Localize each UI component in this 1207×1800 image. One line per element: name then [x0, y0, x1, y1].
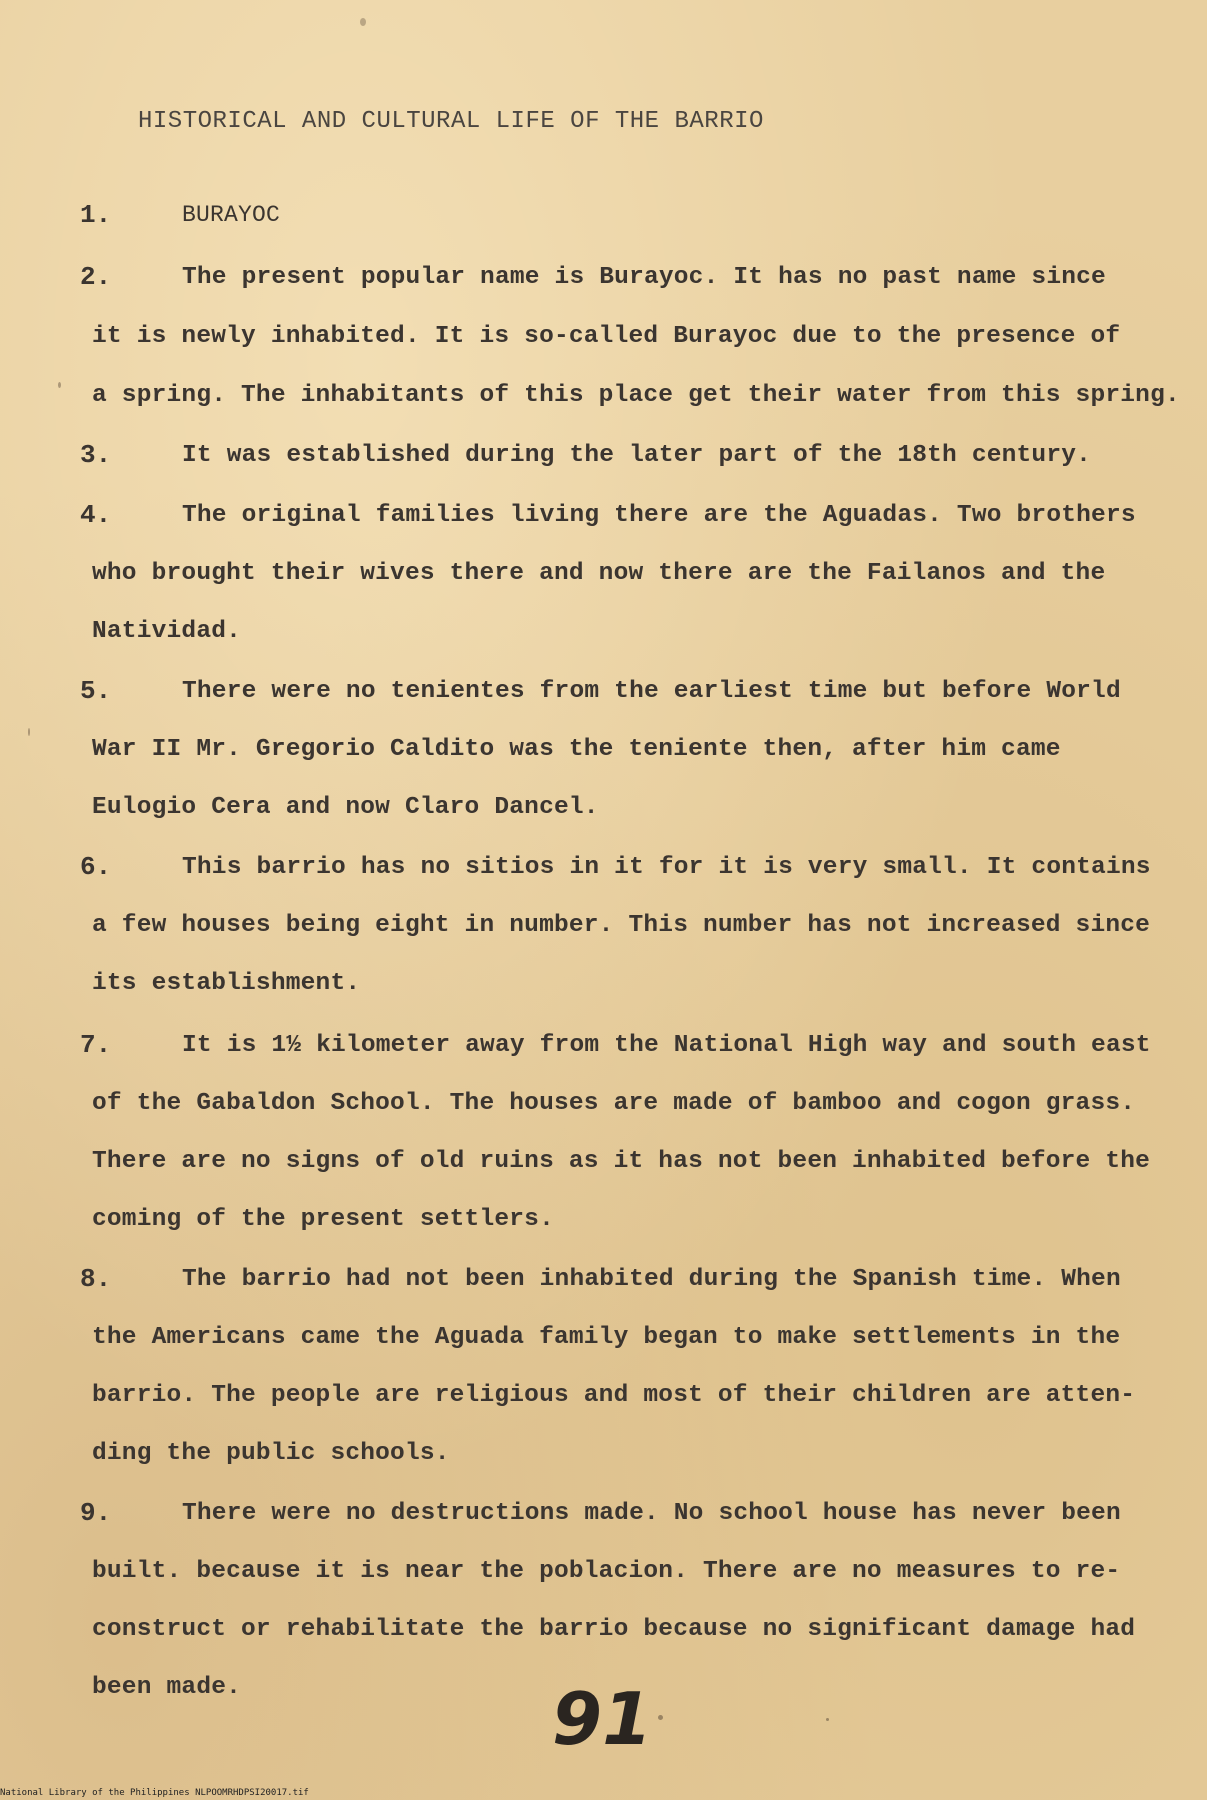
item-number: 1. [80, 200, 112, 230]
text-line: Eulogio Cera and now Claro Dancel. [92, 794, 599, 821]
text-line: the Americans came the Aguada family began to make settlements in the [92, 1324, 1121, 1351]
text-line: a spring. The inhabitants of this place get their water from this spring. [92, 382, 1180, 409]
text-line: been made. [92, 1674, 242, 1701]
text-line: The present popular name is Burayoc. It has no past name since [182, 264, 1106, 291]
paper-speck [28, 728, 30, 736]
text-line: who brought their wives there and now there are the Failanos and the [92, 560, 1106, 587]
text-line: It is 1½ kilometer away from the National High way and south east [182, 1032, 1151, 1059]
item-number: 5. [80, 676, 112, 706]
document-title: HISTORICAL AND CULTURAL LIFE OF THE BARRIO [138, 108, 764, 135]
text-line: its establishment. [92, 970, 361, 997]
text-line: Natividad. [92, 618, 242, 645]
item-number: 2. [80, 262, 112, 292]
item-number: 6. [80, 852, 112, 882]
text-line: There were no tenientes from the earliest time but before World [182, 678, 1121, 705]
item-number: 3. [80, 440, 112, 470]
text-line: The barrio had not been inhabited during the Spanish time. When [182, 1266, 1121, 1293]
text-line: barrio. The people are religious and most of their children are atten- [92, 1382, 1136, 1409]
text-line: built. because it is near the poblacion. There are no measures to re- [92, 1558, 1121, 1585]
text-line: of the Gabaldon School. The houses are made of bamboo and cogon grass. [92, 1090, 1136, 1117]
text-line: construct or rehabilitate the barrio because no significant damage had [92, 1616, 1136, 1643]
text-line: It was established during the later part of the 18th century. [182, 442, 1092, 469]
text-line: ding the public schools. [92, 1440, 450, 1467]
page-number-text: 91 [552, 1677, 653, 1761]
item-number: 9. [80, 1498, 112, 1528]
item-number: 4. [80, 500, 112, 530]
item-number: 8. [80, 1264, 112, 1294]
item-number: 7. [80, 1030, 112, 1060]
paper-speck [658, 1715, 663, 1720]
text-line: There were no destructions made. No school house has never been [182, 1500, 1121, 1527]
text-line: coming of the present settlers. [92, 1206, 554, 1233]
handwritten-page-number [548, 1677, 653, 1761]
paper-speck [58, 382, 61, 388]
text-line: The original families living there are the Aguadas. Two brothers [182, 502, 1136, 529]
text-line: it is newly inhabited. It is so-called Burayoc due to the presence of [92, 323, 1121, 350]
paper-speck [360, 18, 366, 26]
text-line: This barrio has no sitios in it for it is very small. It contains [182, 854, 1151, 881]
text-line: There are no signs of old ruins as it has not been inhabited before the [92, 1148, 1151, 1175]
text-line: a few houses being eight in number. This number has not increased since [92, 912, 1151, 939]
text-line: War II Mr. Gregorio Caldito was the teniente then, after him came [92, 736, 1061, 763]
archive-footer: National Library of the Philippines NLPOOMRHDPSI20017.tif [0, 1788, 309, 1798]
barrio-name: BURAYOC [182, 202, 281, 228]
paper-speck [826, 1718, 829, 1721]
